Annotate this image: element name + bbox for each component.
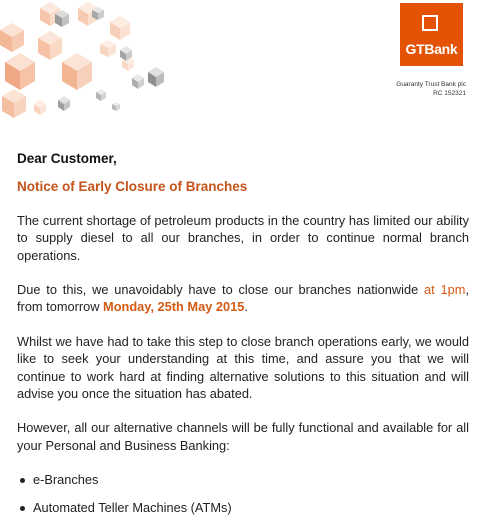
company-name: Guaranty Trust Bank plc <box>396 81 466 88</box>
paragraph-closure <box>17 281 469 316</box>
greeting: Dear Customer, <box>17 151 117 166</box>
rc-number: RC 152321 <box>433 89 466 97</box>
company-info <box>396 81 466 98</box>
decorative-cube-pattern <box>0 0 200 135</box>
logo-text: GTBank <box>405 41 458 57</box>
paragraph-shortage: The current shortage of petroleum products in the country has limited our ability to supply diesel to all our branches, in order to continue normal branch operations. <box>17 212 469 263</box>
notice-subject: Notice of Early Closure of Branches <box>17 179 248 195</box>
channel-list <box>17 471 469 516</box>
closure-text-after: . <box>244 299 248 315</box>
closure-text-middle: , from tomorrow <box>17 282 469 315</box>
letter-body <box>17 150 469 526</box>
closure-text-before: Due to this, we unavoidably have to close our branches nationwide <box>17 282 425 298</box>
logo-square-mark <box>422 15 438 31</box>
list-item: e-Branches <box>17 471 469 488</box>
paragraph-channels: However, all our alternative channels will be fully functional and available for all your Personal and Business Banking: <box>17 420 469 453</box>
list-item: Automated Teller Machines (ATMs) <box>17 499 469 516</box>
closure-time: at 1pm <box>424 282 466 298</box>
gtbank-logo <box>400 3 463 66</box>
closure-date: Monday, 25th May 2015 <box>103 299 245 315</box>
paragraph-understanding: Whilst we have had to take this step to close branch operations early, we would like to seek your understanding at this time, and assure you that we will continue to work hard at finding alternative solutions to this situation and will advise you once the situation has abated. <box>17 333 469 402</box>
